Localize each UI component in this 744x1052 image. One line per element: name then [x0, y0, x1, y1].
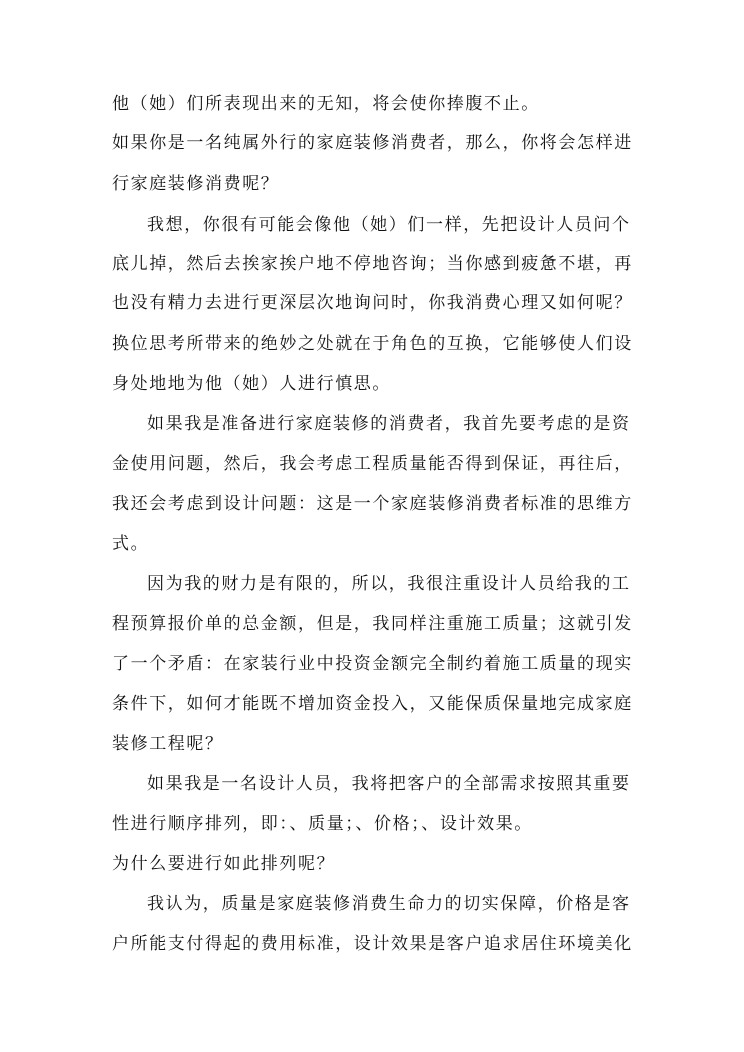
text-line: 了一个矛盾：在家装行业中投资金额完全制约着施工质量的现实 — [112, 654, 633, 674]
text-line: 为什么要进行如此排列呢？ — [112, 854, 336, 874]
text-line: 换位思考所带来的绝妙之处就在于角色的互换，它能够使人们设 — [112, 334, 633, 354]
text-line: 装修工程呢？ — [112, 734, 224, 754]
paragraph-first-line: 我认为，质量是家庭装修消费生命力的切实保障，价格是客 — [147, 894, 631, 914]
text-line: 户所能支付得起的费用标准，设计效果是客户追求居住环境美化 — [112, 934, 633, 954]
text-line: 他（她）们所表现出来的无知，将会使你捧腹不止。 — [112, 94, 540, 114]
paragraph-first-line: 我想，你很有可能会像他（她）们一样，先把设计人员问个 — [147, 215, 631, 235]
text-line: 条件下，如何才能既不增加资金投入，又能保质保量地完成家庭 — [112, 694, 633, 714]
text-line: 我还会考虑到设计问题：这是一个家庭装修消费者标准的思维方 — [112, 494, 633, 514]
text-line: 程预算报价单的总金额，但是，我同样注重施工质量；这就引发 — [112, 614, 633, 634]
text-line: 如果你是一名纯属外行的家庭装修消费者，那么，你将会怎样进 — [112, 133, 633, 153]
text-line: 也没有精力去进行更深层次地询问时，你我消费心理又如何呢？ — [112, 293, 633, 313]
text-line: 式。 — [112, 534, 150, 554]
paragraph-first-line: 如果我是准备进行家庭装修的消费者，我首先要考虑的是资 — [147, 414, 631, 434]
text-line: 底儿掉，然后去挨家挨户地不停地咨询；当你感到疲惫不堪，再 — [112, 254, 633, 274]
text-line: 性进行顺序排列，即：、质量；、价格；、设计效果。 — [112, 814, 533, 834]
text-line: 身处地地为他（她）人进行慎思。 — [112, 374, 391, 394]
paragraph-first-line: 因为我的财力是有限的，所以，我很注重设计人员给我的工 — [147, 574, 631, 594]
text-line: 金使用问题，然后，我会考虑工程质量能否得到保证，再往后， — [112, 454, 633, 474]
paragraph-first-line: 如果我是一名设计人员，我将把客户的全部需求按照其重要 — [147, 774, 631, 794]
text-line: 行家庭装修消费呢？ — [112, 174, 280, 194]
